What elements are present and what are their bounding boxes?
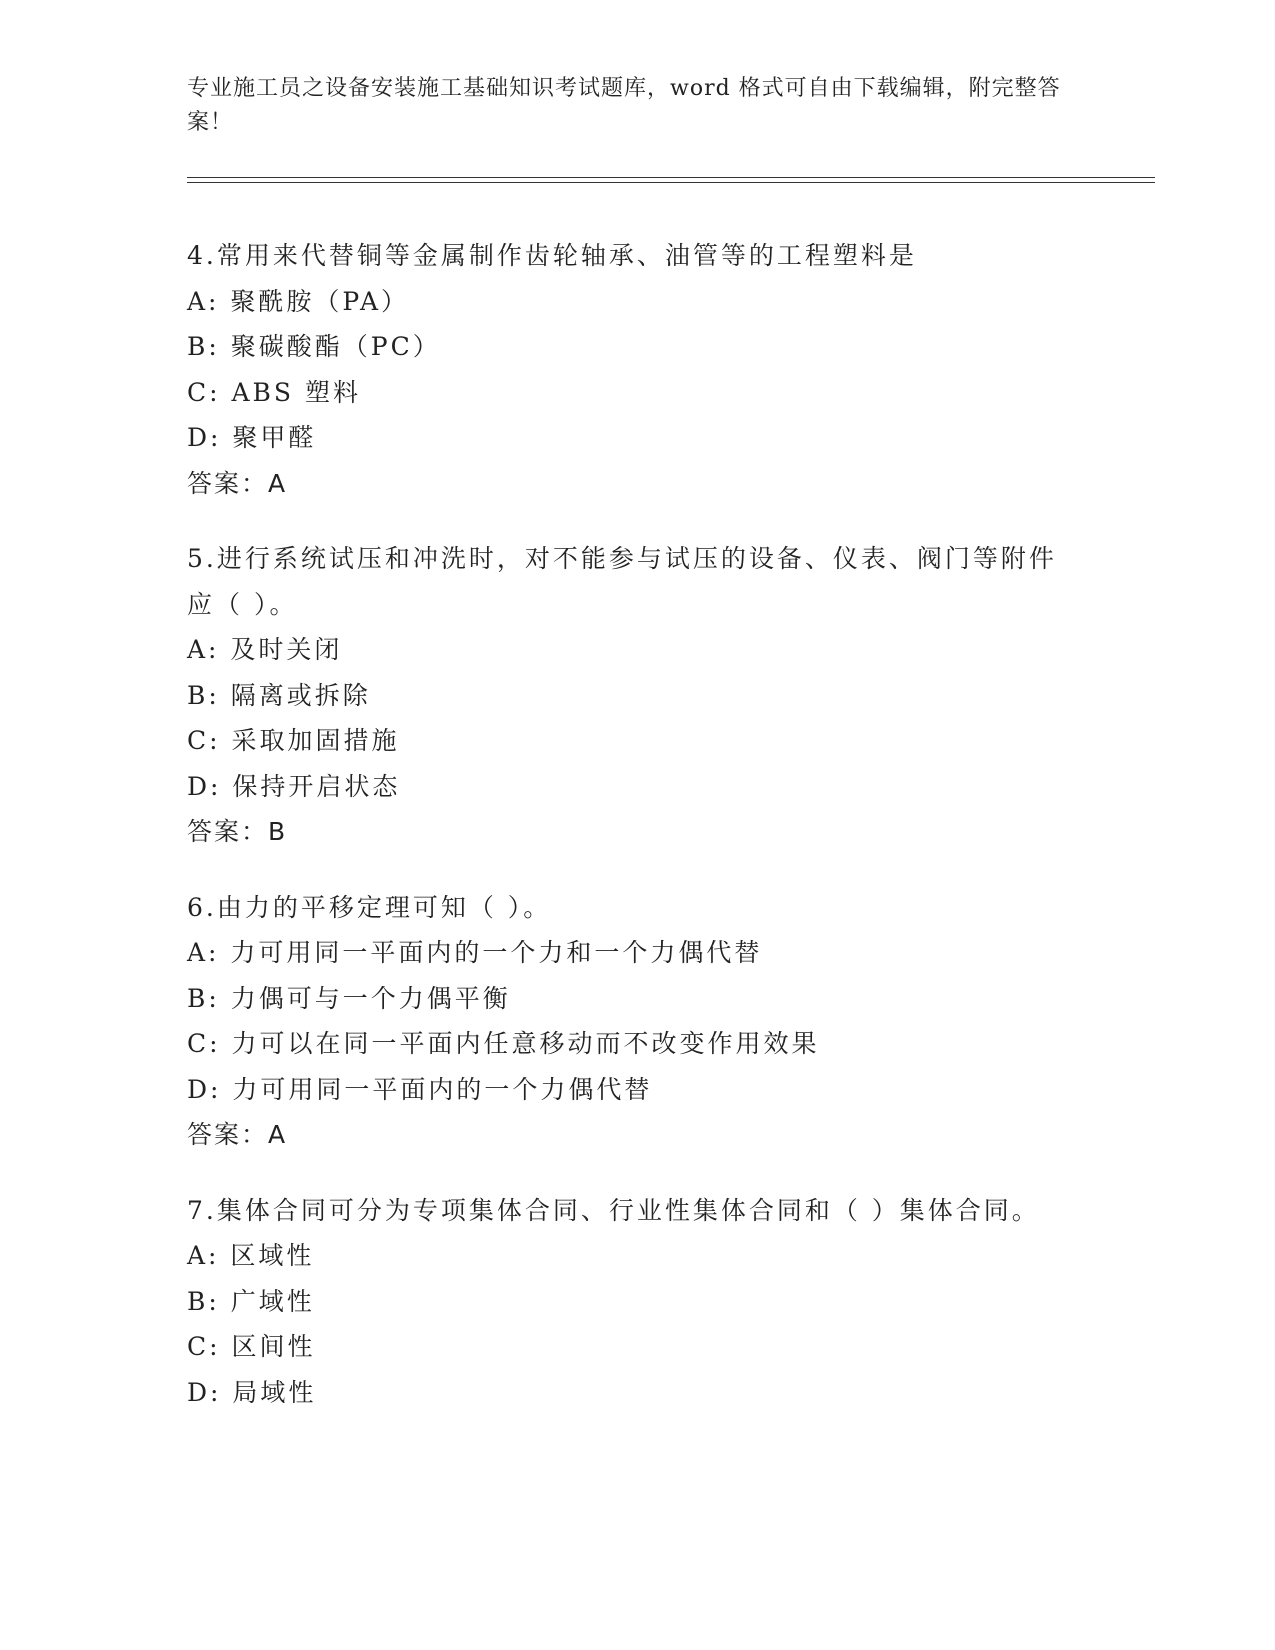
- option-d: D: 力可用同一平面内的一个力偶代替: [187, 1074, 653, 1104]
- option-b: B: 隔离或拆除: [187, 680, 371, 710]
- question-list: [187, 233, 1147, 1445]
- option-a: A: 聚酰胺（PA）: [187, 286, 410, 316]
- option-c: C: 区间性: [187, 1332, 316, 1361]
- option-c: C: 力可以在同一平面内任意移动而不改变作用效果: [187, 1029, 820, 1058]
- option-c: C: ABS 塑料: [187, 377, 361, 407]
- option-c: C: 采取加固措施: [187, 726, 400, 755]
- option-d: D: 保持开启状态: [187, 771, 401, 801]
- question-stem: 6.由力的平移定理可知（ ）。: [187, 892, 552, 922]
- option-b: B: 聚碳酸酯（PC）: [187, 332, 441, 361]
- answer-label: 答案：B: [187, 817, 288, 846]
- header-rule-top: [187, 177, 1155, 178]
- answer-label: 答案：A: [187, 1120, 288, 1149]
- option-b: B: 力偶可与一个力偶平衡: [187, 983, 511, 1013]
- question-5: [187, 536, 1147, 855]
- header-rule-bottom: [187, 182, 1155, 183]
- option-a: A: 区域性: [187, 1241, 315, 1270]
- question-7: [187, 1188, 1147, 1416]
- answer-label: 答案：A: [187, 468, 288, 498]
- question-4: [187, 233, 1147, 506]
- option-b: B: 广域性: [187, 1286, 315, 1316]
- question-stem: 7.集体合同可分为专项集体合同、行业性集体合同和（ ）集体合同。: [187, 1195, 1040, 1225]
- option-a: A: 及时关闭: [187, 635, 343, 664]
- question-6: [187, 885, 1147, 1158]
- question-stem: 5.进行系统试压和冲洗时，对不能参与试压的设备、仪表、阀门等附件应（ ）。: [187, 544, 1057, 619]
- option-d: D: 局域性: [187, 1377, 317, 1407]
- question-stem: 4.常用来代替铜等金属制作齿轮轴承、油管等的工程塑料是: [187, 241, 917, 270]
- option-d: D: 聚甲醛: [187, 423, 317, 452]
- option-a: A: 力可用同一平面内的一个力和一个力偶代替: [187, 938, 763, 967]
- document-header: 专业施工员之设备安装施工基础知识考试题库，word 格式可自由下载编辑，附完整答案！: [187, 76, 1061, 135]
